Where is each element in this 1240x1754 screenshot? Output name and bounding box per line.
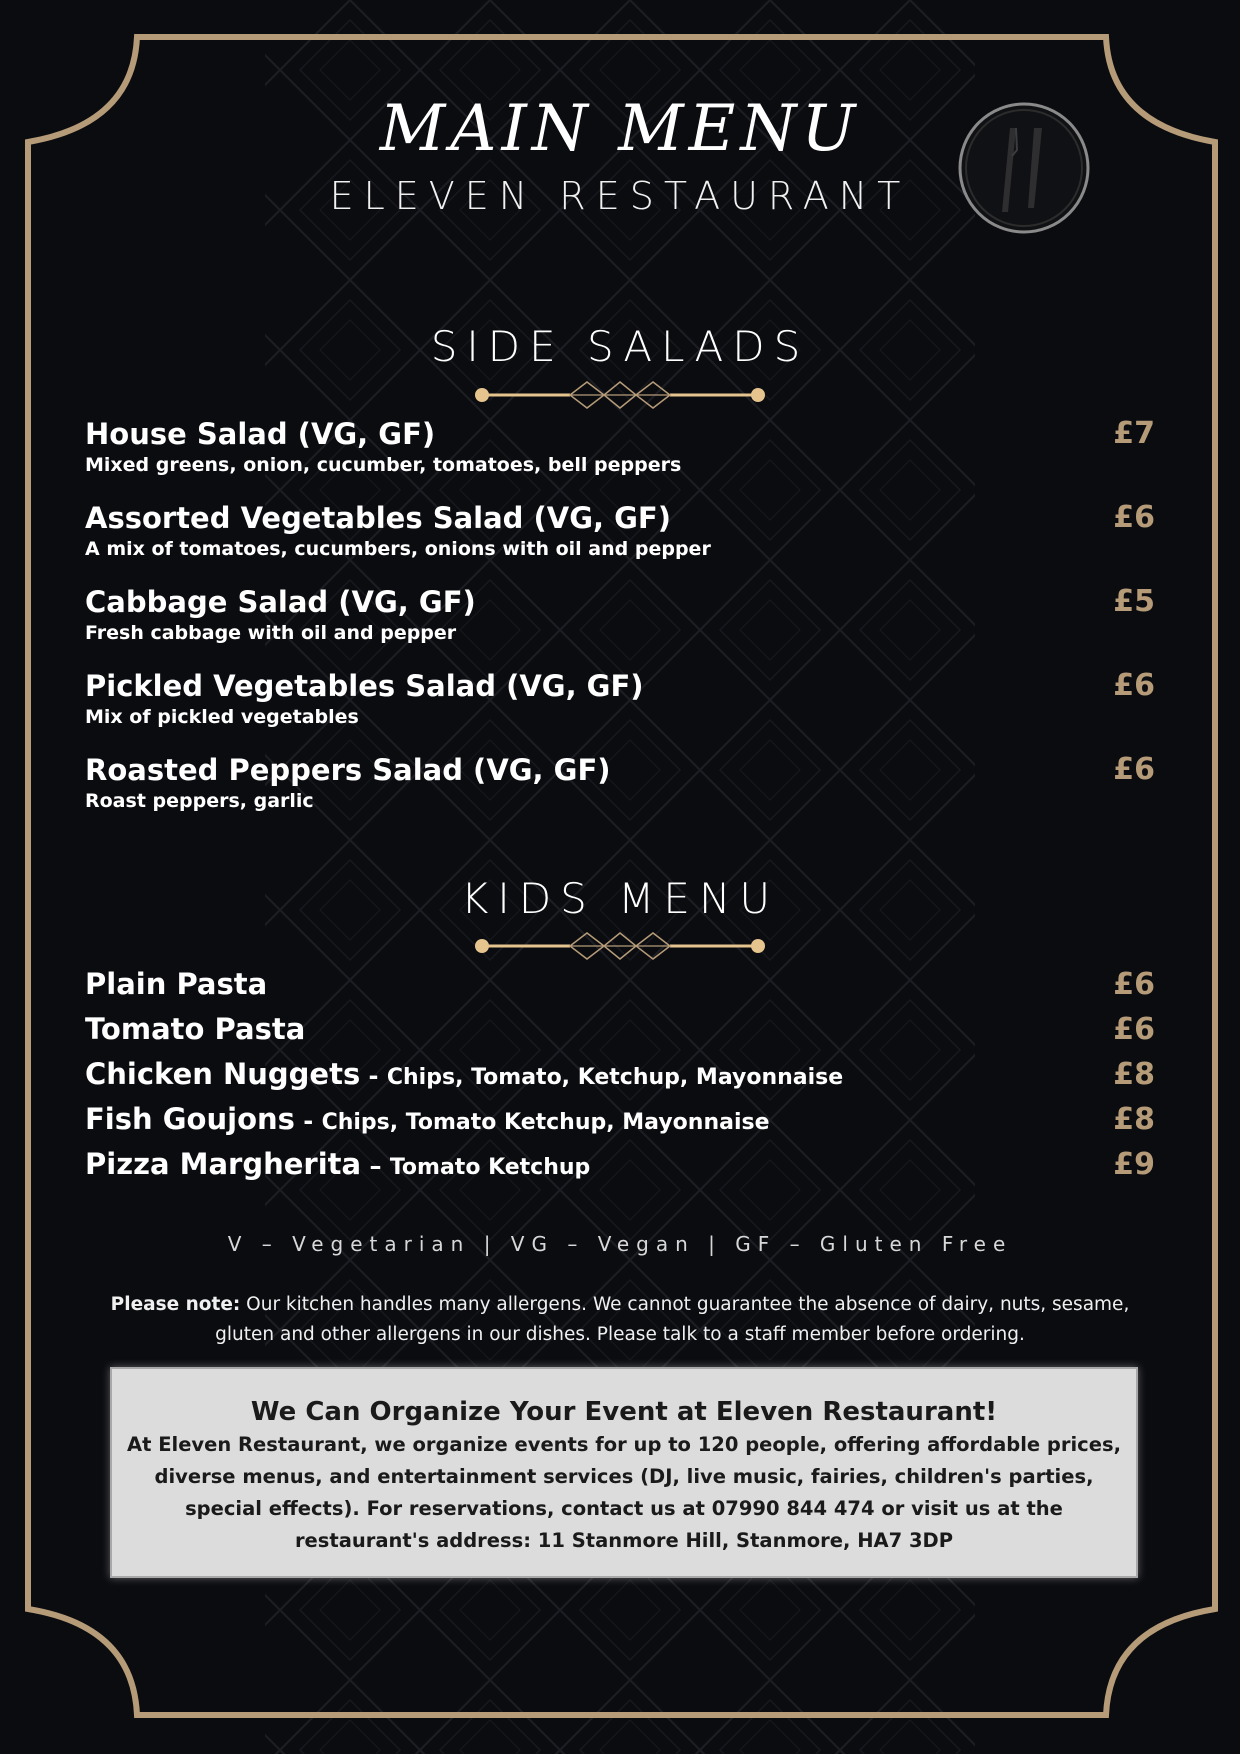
- item-name: Pickled Vegetables Salad (VG, GF): [85, 669, 644, 703]
- kids-menu-item: [85, 1147, 1155, 1187]
- kids-menu-item: [85, 967, 1155, 1007]
- item-name: Chicken Nuggets: [85, 1057, 361, 1091]
- item-description: Chips, Tomato Ketchup, Mayonnaise: [321, 1110, 770, 1135]
- item-name: Assorted Vegetables Salad (VG, GF): [85, 501, 671, 535]
- menu-item: [85, 584, 1155, 646]
- item-name: Cabbage Salad (VG, GF): [85, 585, 476, 619]
- event-title: We Can Organize Your Event at Eleven Restaurant!: [250, 1397, 998, 1427]
- event-description: At Eleven Restaurant, we organize events for up to 120 people, offering affordable prices, diverse menus, and entertainment services (DJ, live music, fairies, children's parties, special effects). For reservations, contact us at 07990 844 474 or visit us at the restaurant's address: 11 Stanmore Hill, Stanmore, HA7 3DP: [127, 1433, 1121, 1552]
- item-name: House Salad (VG, GF): [85, 417, 436, 451]
- menu-item: [85, 752, 1155, 814]
- item-description: Tomato Ketchup: [389, 1155, 591, 1180]
- restaurant-name: ELEVEN RESTAURANT: [329, 174, 911, 218]
- item-description: A mix of tomatoes, cucumbers, onions with oil and pepper: [85, 538, 711, 560]
- kids-menu-heading: KIDS MENU: [460, 874, 780, 923]
- menu-item: [85, 500, 1155, 562]
- item-price: £6: [1113, 500, 1155, 535]
- item-description: Roast peppers, garlic: [85, 790, 314, 812]
- item-price: £5: [1113, 584, 1155, 619]
- item-name: Roasted Peppers Salad (VG, GF): [85, 753, 611, 787]
- item-price: £6: [1113, 752, 1155, 787]
- menu-item: [85, 668, 1155, 730]
- item-description: Mixed greens, onion, cucumber, tomatoes, bell peppers: [85, 454, 682, 476]
- ornament-divider-icon: [470, 931, 770, 961]
- item-name: Tomato Pasta: [85, 1012, 306, 1046]
- item-separator: -: [294, 1107, 322, 1135]
- item-price: £9: [1113, 1147, 1155, 1182]
- item-name: Plain Pasta: [85, 967, 268, 1001]
- kids-menu-item: [85, 1102, 1155, 1142]
- item-price: £6: [1113, 967, 1155, 1002]
- side-salads-heading: SIDE SALADS: [430, 322, 810, 371]
- kids-menu-item: [85, 1012, 1155, 1052]
- note-text: Our kitchen handles many allergens. We cannot guarantee the absence of dairy, nuts, sesame, gluten and other allergens in our dishes. Please talk to a staff member before ordering.: [215, 1294, 1130, 1345]
- menu-item: [85, 416, 1155, 478]
- item-separator: -: [360, 1062, 387, 1090]
- item-name: Fish Goujons: [85, 1102, 295, 1136]
- item-description: Fresh cabbage with oil and pepper: [85, 622, 457, 644]
- item-price: £6: [1113, 668, 1155, 703]
- note-label: Please note:: [110, 1294, 241, 1315]
- allergen-note: [90, 1290, 1150, 1350]
- main-title: MAIN MENU: [379, 92, 861, 166]
- item-price: £7: [1113, 416, 1155, 451]
- dietary-legend: V – Vegetarian | VG – Vegan | GF – Gluten Free: [227, 1232, 1013, 1256]
- item-price: £8: [1113, 1057, 1155, 1092]
- item-description: Chips, Tomato, Ketchup, Mayonnaise: [386, 1065, 844, 1090]
- knife-fork-logo-icon: [956, 100, 1092, 236]
- item-name: Pizza Margherita: [85, 1147, 362, 1181]
- ornament-divider-icon: [470, 380, 770, 410]
- event-info-box: [110, 1367, 1138, 1578]
- item-price: £8: [1113, 1102, 1155, 1137]
- item-separator: –: [361, 1152, 390, 1180]
- kids-menu-item: [85, 1057, 1155, 1097]
- item-description: Mix of pickled vegetables: [85, 706, 359, 728]
- item-price: £6: [1113, 1012, 1155, 1047]
